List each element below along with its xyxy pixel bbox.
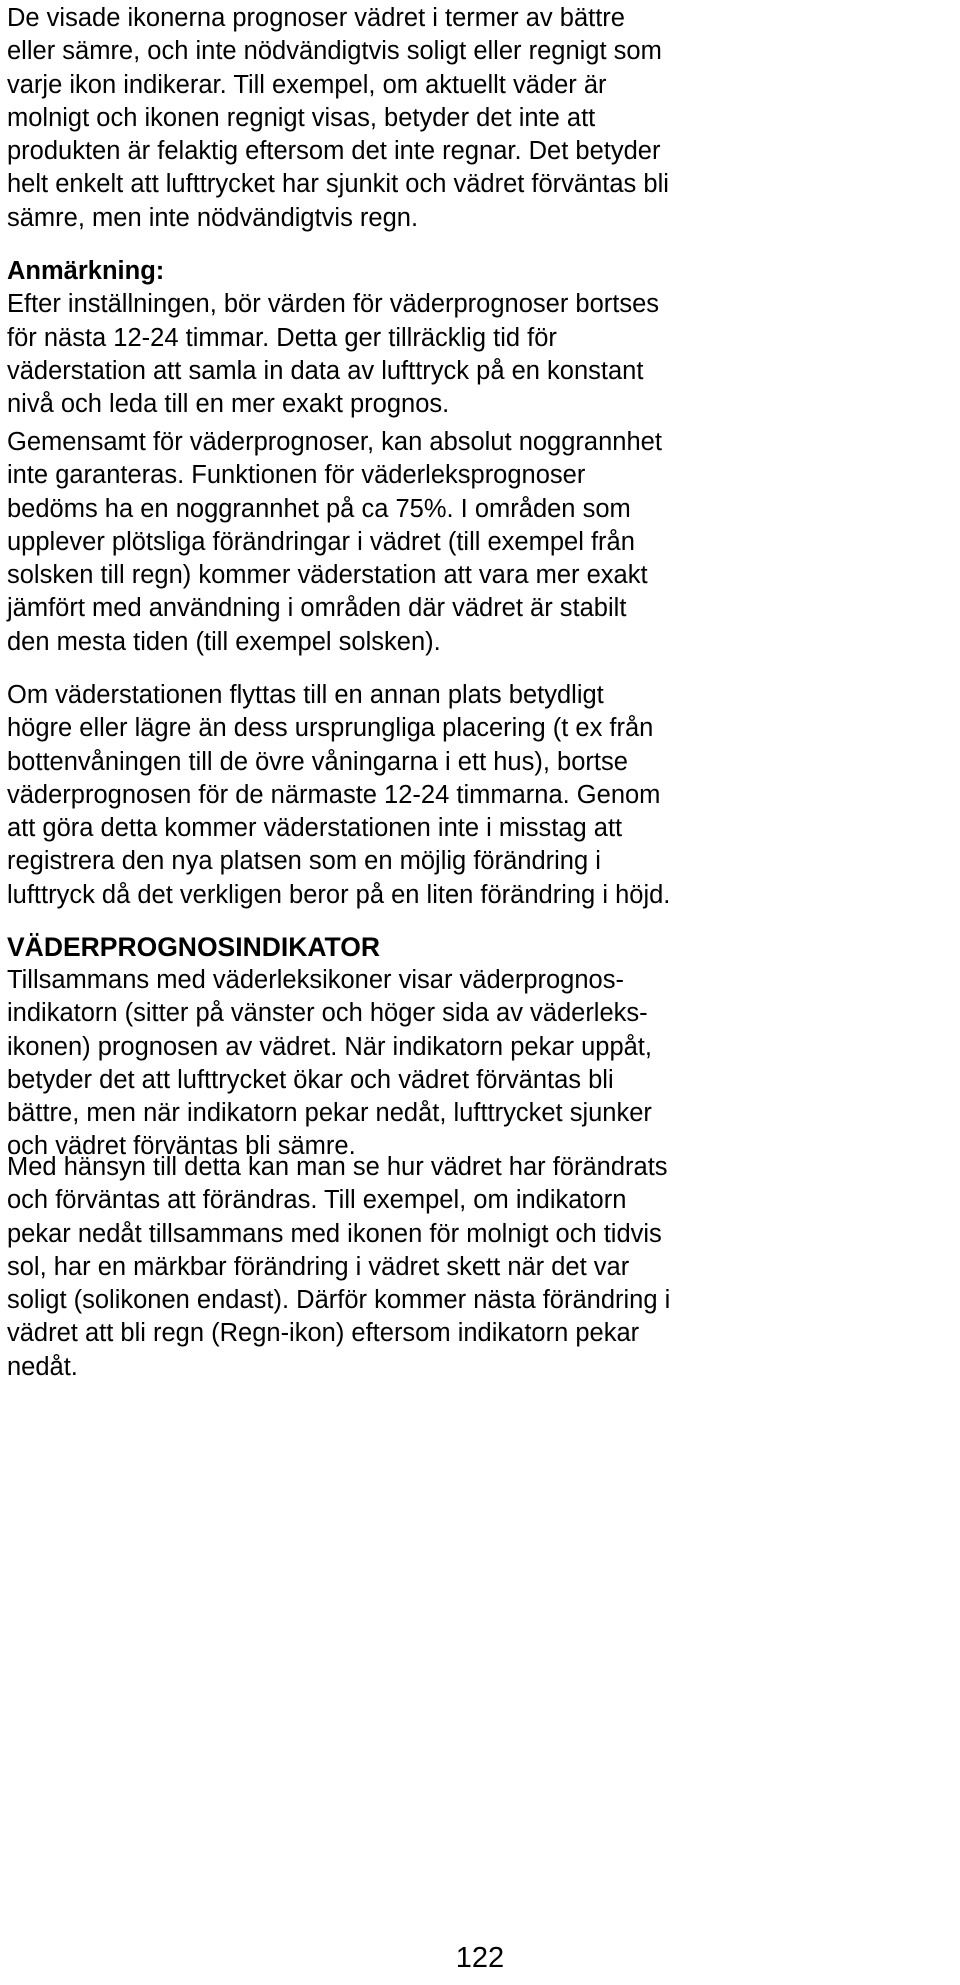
text-line: högre eller lägre än dess ursprungliga placering (t ex från — [7, 714, 654, 743]
text-line: nivå och leda till en mer exakt prognos. — [7, 390, 450, 419]
text-line: jämfört med användning i områden där vädret är stabilt — [7, 594, 627, 623]
text-line: vädret att bli regn (Regn-ikon) eftersom indikatorn pekar — [7, 1319, 640, 1348]
text-line: De visade ikonerna prognoser vädret i termer av bättre — [7, 4, 625, 32]
text-line: bedöms ha en noggrannhet på ca 75%. I områden som — [7, 494, 631, 523]
text-line: helt enkelt att lufttrycket har sjunkit och vädret förväntas bli — [7, 170, 669, 199]
text-line: den mesta tiden (till exempel solsken). — [7, 627, 441, 656]
text-line: och vädret förväntas bli sämre. — [7, 1132, 356, 1161]
text-line: Om väderstationen flyttas till en annan plats betydligt — [7, 681, 604, 709]
text-line: och förväntas att förändras. Till exempel, om indikatorn — [7, 1186, 627, 1215]
text-line: Gemensamt för väderprognoser, kan absolut noggrannhet — [7, 428, 662, 456]
text-line: nedåt. — [7, 1352, 78, 1381]
text-line: soligt (solikonen endast). Därför kommer nästa förändring i — [7, 1286, 671, 1315]
text-line: väderprognosen för de närmaste 12-24 timmarna. Genom — [7, 780, 661, 809]
paragraph-accuracy — [7, 426, 957, 659]
text-line: väderstation att samla in data av lufttryck på en konstant — [7, 356, 644, 385]
text-line: pekar nedåt tillsammans med ikonen för molnigt och tidvis — [7, 1219, 662, 1248]
text-line: eller sämre, och inte nödvändigtvis soligt eller regnigt som — [7, 37, 662, 66]
text-line: molnigt och ikonen regnigt visas, betyder det inte att — [7, 103, 596, 132]
text-line: registrera den nya platsen som en möjlig förändring i — [7, 847, 601, 876]
text-line: Efter inställningen, bör värden för väderprognoser bortses — [7, 290, 660, 319]
text-line: sol, har en märkbar förändring i vädret skett när det var — [7, 1252, 630, 1281]
text-line: bättre, men när indikatorn pekar nedåt, lufttrycket sjunker — [7, 1099, 652, 1128]
text-line: lufttryck då det verkligen beror på en liten förändring i höjd. — [7, 880, 671, 909]
paragraph-indicator-example — [7, 1151, 957, 1384]
paragraph-forecast-icons — [7, 2, 957, 235]
text-line: produkten är felaktig eftersom det inte regnar. Det betyder — [7, 137, 661, 166]
section-heading: VÄDERPROGNOSINDIKATOR — [7, 932, 380, 962]
text-line: varje ikon indikerar. Till exempel, om aktuellt väder är — [7, 70, 607, 99]
text-line: betyder det att lufttrycket ökar och vädret förväntas bli — [7, 1065, 614, 1094]
text-line: Tillsammans med väderleksikoner visar väderprognos- — [7, 966, 624, 994]
page-number: 122 — [455, 1942, 505, 1974]
note-label: Anmärkning: — [7, 257, 165, 285]
text-line: att göra detta kommer väderstationen inte i misstag att — [7, 814, 623, 843]
text-line: Med hänsyn till detta kan man se hur vädret har förändrats — [7, 1153, 668, 1181]
text-line: bottenvåningen till de övre våningarna i ett hus), bortse — [7, 747, 628, 776]
section-forecast-indicator — [7, 931, 957, 1164]
text-line: sämre, men inte nödvändigtvis regn. — [7, 203, 419, 232]
text-line: för nästa 12-24 timmar. Detta ger tillräcklig tid för — [7, 323, 557, 352]
paragraph-note — [7, 255, 957, 421]
paragraph-relocation — [7, 679, 957, 912]
text-line: ikonen) prognosen av vädret. När indikatorn pekar uppåt, — [7, 1032, 652, 1061]
text-line: solsken till regn) kommer väderstation att vara mer exakt — [7, 561, 648, 590]
text-line: upplever plötsliga förändringar i vädret (till exempel från — [7, 527, 635, 556]
text-line: inte garanteras. Funktionen för väderleksprognoser — [7, 461, 586, 490]
text-line: indikatorn (sitter på vänster och höger sida av väderleks- — [7, 999, 648, 1028]
